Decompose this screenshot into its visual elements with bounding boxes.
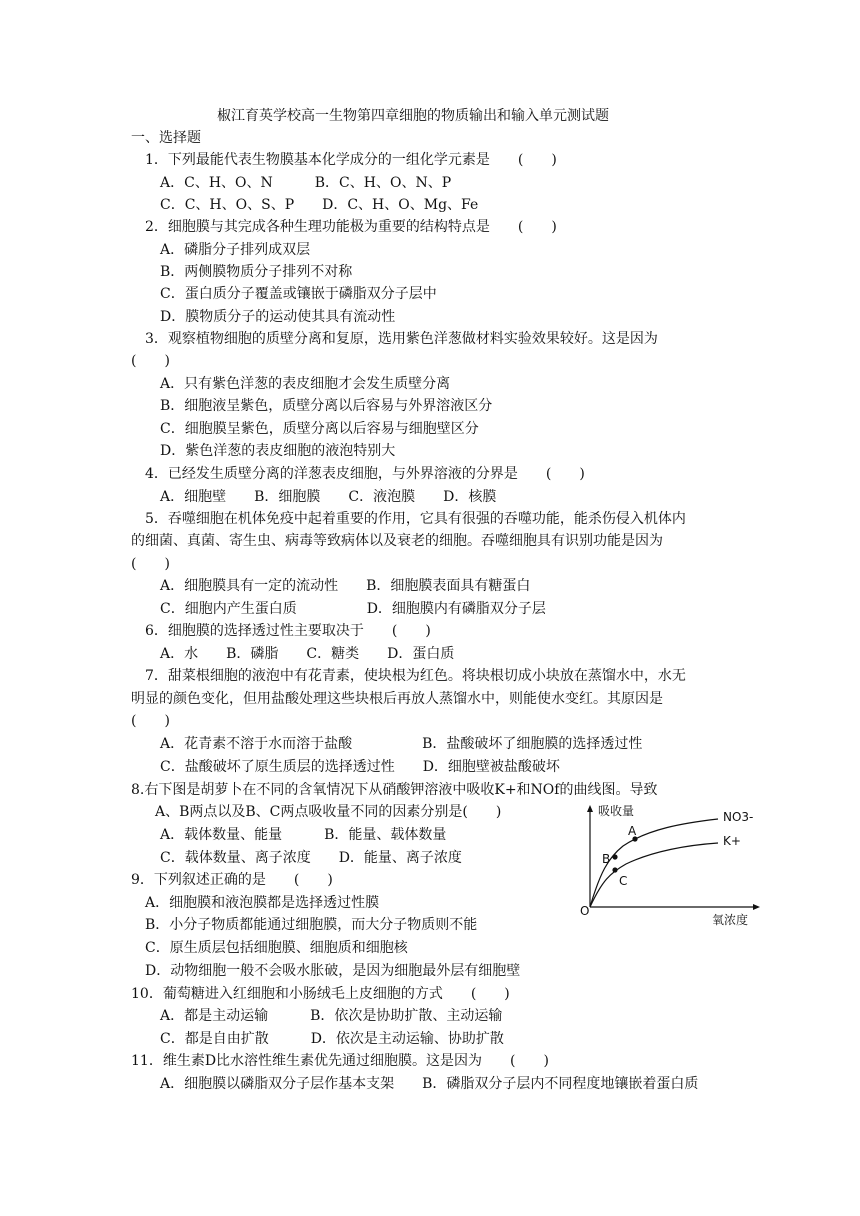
- q5-options-cd: C．细胞内产生蛋白质 D．细胞膜内有磷脂双分子层: [160, 601, 546, 617]
- q9-option-b: B．小分子物质都能通过细胞膜，而大分子物质则不能: [145, 917, 478, 933]
- q9-option-c: C．原生质层包括细胞膜、细胞质和细胞核: [145, 940, 408, 956]
- q8-options-ab: A．载体数量、能量 B．能量、载体数量: [160, 827, 447, 843]
- q3-stem-bracket: ( ): [131, 353, 170, 369]
- q5-stem-2: 的细菌、真菌、寄生虫、病毒等致病体以及衰老的细胞。吞噬细胞具有识别功能是因为: [131, 533, 663, 549]
- q3-option-a: A．只有紫色洋葱的表皮细胞才会发生质壁分离: [160, 376, 451, 392]
- q3-option-b: B．细胞液呈紫色，质壁分离以后容易与外界溶液区分: [160, 398, 493, 414]
- point-b-marker: [612, 854, 617, 859]
- curve-label-k: K+: [723, 834, 741, 848]
- q6-options: A．水 B．磷脂 C．糖类 D．蛋白质: [160, 646, 455, 662]
- q1-options-ab: A．C、H、O、N B．C、H、O、N、P: [160, 175, 452, 191]
- q2-option-b: B．两侧膜物质分子排列不对称: [160, 264, 353, 280]
- q5-options-ab: A．细胞膜具有一定的流动性 B．细胞膜表面具有糖蛋白: [160, 578, 531, 594]
- q9-stem: 9．下列叙述正确的是 ( ): [131, 872, 333, 888]
- q2-stem: 2．细胞膜与其完成各种生理功能极为重要的结构特点是 ( ): [145, 219, 557, 235]
- q2-option-c: C．蛋白质分子覆盖或镶嵌于磷脂双分子层中: [160, 286, 437, 302]
- q7-stem-2: 明显的颜色变化，但用盐酸处理这些块根后再放人蒸馏水中，则能使水变红。其原因是: [131, 691, 663, 707]
- q7-stem: 7．甜菜根细胞的液泡中有花青素，使块根为红色。将块根切成小块放在蒸馏水中，水无: [145, 668, 686, 684]
- x-axis-label: 氧浓度: [712, 913, 749, 927]
- q3-option-c: C．细胞膜呈紫色，质壁分离以后容易与细胞壁区分: [160, 421, 479, 437]
- point-c-marker: [612, 867, 617, 872]
- q8-stem-2: A、B两点以及B、C两点吸收量不同的因素分别是( ): [155, 804, 502, 820]
- q9-option-d: D．动物细胞一般不会吸水胀破，是因为细胞最外层有细胞壁: [145, 963, 521, 979]
- q2-option-d: D．膜物质分子的运动使其具有流动性: [160, 309, 396, 325]
- q10-stem: 10．葡萄糖进入红细胞和小肠绒毛上皮细胞的方式 ( ): [131, 986, 510, 1002]
- q5-stem: 5．吞噬细胞在机体免疫中起着重要的作用，它具有很强的吞噬功能，能杀伤侵入机体内: [145, 511, 686, 527]
- q1-stem: 1．下列最能代表生物膜基本化学成分的一组化学元素是 ( ): [145, 152, 557, 168]
- q4-options: A．细胞壁 B．细胞膜 C．液泡膜 D．核膜: [160, 489, 497, 505]
- point-c-label: C: [619, 874, 628, 888]
- y-axis-label: 吸收量: [598, 804, 635, 818]
- point-a-label: A: [628, 824, 637, 838]
- q7-options-ab: A．花青素不溶于水而溶于盐酸 B．盐酸破坏了细胞膜的选择透过性: [160, 736, 643, 752]
- q8-options-cd: C．载体数量、离子浓度 D．能量、离子浓度: [160, 850, 462, 866]
- q9-option-a: A．细胞膜和液泡膜都是选择透过性膜: [145, 895, 380, 911]
- y-axis-arrow: [587, 805, 593, 812]
- q11-stem: 11．维生素D比水溶性维生素优先通过细胞膜。这是因为 ( ): [131, 1053, 549, 1069]
- q11-options-ab: A．细胞膜以磷脂双分子层作基本支架 B．磷脂双分子层内不同程度地镶嵌着蛋白质: [160, 1076, 699, 1092]
- q6-stem: 6．细胞膜的选择透过性主要取决于 ( ): [145, 623, 431, 639]
- q7-stem-bracket: ( ): [131, 713, 170, 729]
- q5-stem-bracket: ( ): [131, 556, 170, 572]
- curve-label-no3: NO3-: [723, 810, 754, 824]
- q10-options-cd: C．都是自由扩散 D．依次是主动运输、协助扩散: [160, 1031, 504, 1047]
- q8-stem: 8.右下图是胡萝卜在不同的含氧情况下从硝酸钾溶液中吸收K+和NOf的曲线图。导致: [131, 782, 658, 798]
- origin-label: O: [580, 904, 590, 918]
- document-title: 椒江育英学校高一生物第四章细胞的物质输出和输入单元测试题: [217, 108, 609, 124]
- q7-options-cd: C．盐酸破坏了原生质层的选择透过性 D．细胞壁被盐酸破坏: [160, 759, 560, 775]
- q3-option-d: D．紫色洋葱的表皮细胞的液泡特别大: [160, 443, 396, 459]
- q10-options-ab: A．都是主动运输 B．依次是协助扩散、主动运输: [160, 1008, 503, 1024]
- q4-stem: 4．已经发生质壁分离的洋葱表皮细胞，与外界溶液的分界是 ( ): [145, 466, 585, 482]
- q3-stem: 3．观察植物细胞的质壁分离和复原，选用紫色洋葱做材料实验效果较好。这是因为: [145, 331, 658, 347]
- absorption-curve-figure: [578, 803, 768, 927]
- q2-option-a: A．磷脂分子排列成双层: [160, 242, 311, 258]
- x-axis-arrow: [753, 904, 760, 910]
- section-heading: 一、选择题: [131, 130, 201, 146]
- point-b-label: B: [602, 852, 611, 866]
- q1-options-cd: C．C、H、O、S、P D．C、H、O、Mg、Fe: [160, 197, 479, 213]
